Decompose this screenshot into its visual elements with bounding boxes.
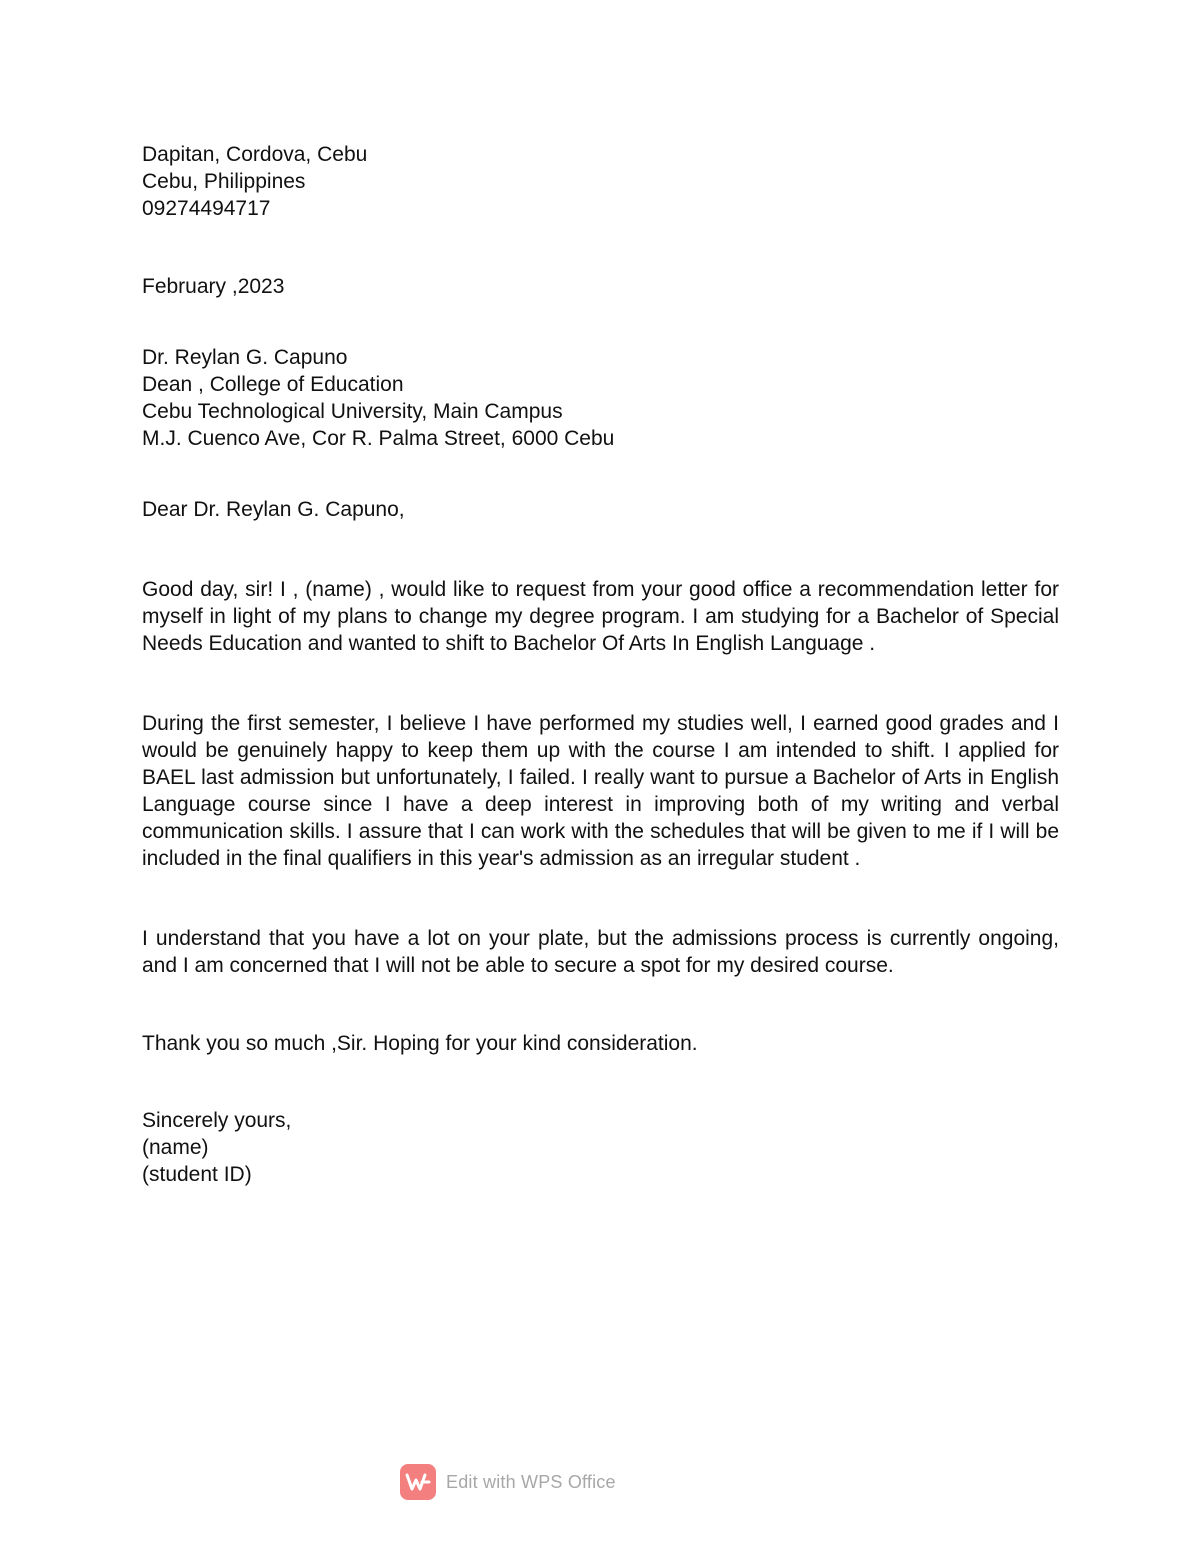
signer-student-id: (student ID) — [142, 1163, 252, 1186]
thanks-text: Thank you so much ,Sir. Hoping for your kind consideration. — [142, 1032, 698, 1055]
valediction: Sincerely yours, — [142, 1109, 292, 1132]
sender-address-line-1: Dapitan, Cordova, Cebu — [142, 143, 368, 166]
sender-address-line-2: Cebu, Philippines — [142, 170, 306, 193]
closing-block — [142, 1107, 1059, 1188]
salutation — [142, 496, 1059, 523]
recipient-address-block — [142, 344, 1059, 452]
letter-date — [142, 273, 1059, 300]
wps-office-logo-icon — [400, 1464, 436, 1500]
recipient-name: Dr. Reylan G. Capuno — [142, 346, 348, 369]
letter-body — [142, 141, 1059, 1188]
recipient-institution: Cebu Technological University, Main Campus — [142, 400, 563, 423]
date-text: February ,2023 — [142, 275, 285, 298]
body-paragraph-3: I understand that you have a lot on your plate, but the admissions process is currently ongoing, and I am concerned that I will not be able to secure a spot for my desired course. — [142, 927, 1059, 977]
sender-address-block — [142, 141, 1059, 222]
recipient-title: Dean , College of Education — [142, 373, 404, 396]
sender-phone: 09274494717 — [142, 197, 271, 220]
watermark-text: Edit with WPS Office — [446, 1471, 616, 1492]
recipient-address: M.J. Cuenco Ave, Cor R. Palma Street, 6000 Cebu — [142, 427, 615, 450]
body-paragraph-2: During the first semester, I believe I have performed my studies well, I earned good grades and I would be genuinely happy to keep them up with the course I am intended to shift. I applied for BAEL last admission but unfortunately, I failed. I really want to pursue a Bachelor of Arts in English Language course since I have a deep interest in improving both of my writing and verbal communication skills. I assure that I can work with the schedules that will be given to me if I will be included in the final qualifiers in this year's admission as an irregular student . — [142, 712, 1059, 870]
thanks-line — [142, 1030, 1059, 1057]
body-paragraph-1: Good day, sir! I , (name) , would like to request from your good office a recommendation letter for myself in light of my plans to change my degree program. I am studying for a Bachelor of Special Needs Education and wanted to shift to Bachelor Of Arts In English Language . — [142, 578, 1059, 655]
wps-watermark[interactable] — [400, 1464, 616, 1500]
salutation-text: Dear Dr. Reylan G. Capuno, — [142, 498, 405, 521]
signer-name: (name) — [142, 1136, 209, 1159]
